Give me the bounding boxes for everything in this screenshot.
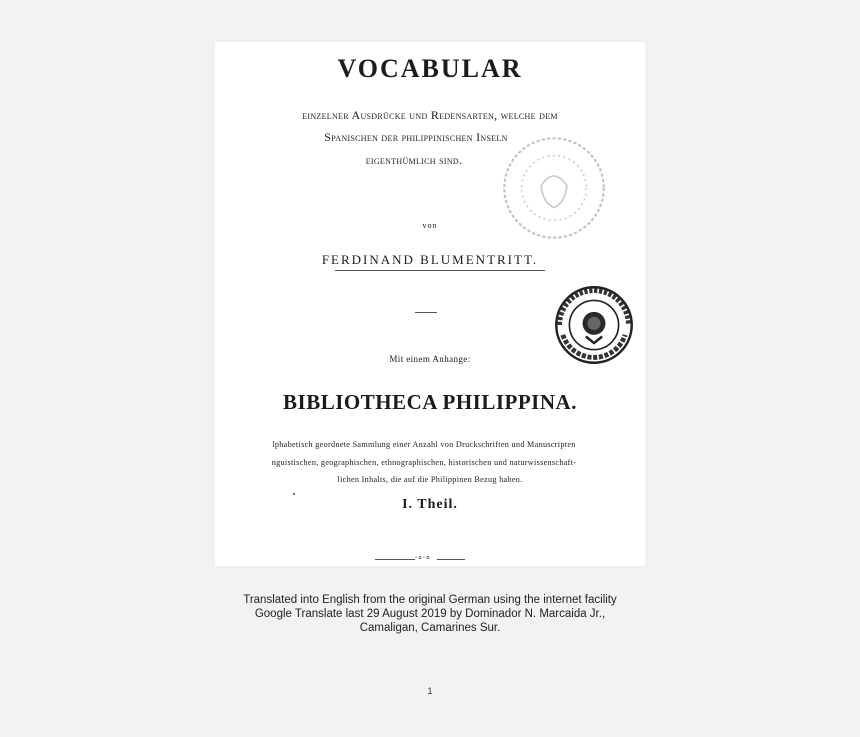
book-title: VOCABULAR xyxy=(337,54,523,83)
author-underline xyxy=(335,270,545,271)
author-name: FERDINAND BLUMENTRITT. xyxy=(321,252,539,267)
subtitle-line-3: eigenthümlich sind. xyxy=(365,153,463,167)
appendix-label: Mit einem Anhange: xyxy=(389,354,471,364)
ink-speck xyxy=(293,493,295,495)
separator-dash xyxy=(415,312,437,313)
description-line-3: lichen Inhalts, die auf die Philippinen Bezug haben. xyxy=(337,475,523,484)
ornament: ∙∘∙∘ xyxy=(415,552,431,562)
by-label: von xyxy=(422,221,438,230)
description-line-2: nguistischen, geographischen, ethnographischen, historischen und naturwissenschaft- xyxy=(271,458,577,467)
ornament-rule-left xyxy=(375,559,415,560)
translation-caption xyxy=(180,593,680,635)
ornament-rule-right xyxy=(437,559,465,560)
page-number: 1 xyxy=(427,686,433,696)
caption-line-3: Camaligan, Camarines Sur. xyxy=(359,622,501,634)
title-page-scan xyxy=(215,42,645,566)
subtitle-line-1: einzelner Ausdrücke und Redensarten, welche dem xyxy=(302,108,558,122)
bibliotheca-heading: BIBLIOTHECA PHILIPPINA. xyxy=(283,390,577,414)
part-label: I. Theil. xyxy=(402,497,458,512)
description-line-1: lphabetisch geordnete Sammlung einer Anzahl von Druckschriften und Manuscripten xyxy=(272,440,576,449)
subtitle-line-2: Spanischen der philippinischen Inseln xyxy=(324,130,508,144)
caption-line-2: Google Translate last 29 August 2019 by Dominador N. Marcaida Jr., xyxy=(254,608,606,620)
caption-line-1: Translated into English from the original German using the internet facility xyxy=(243,594,617,606)
